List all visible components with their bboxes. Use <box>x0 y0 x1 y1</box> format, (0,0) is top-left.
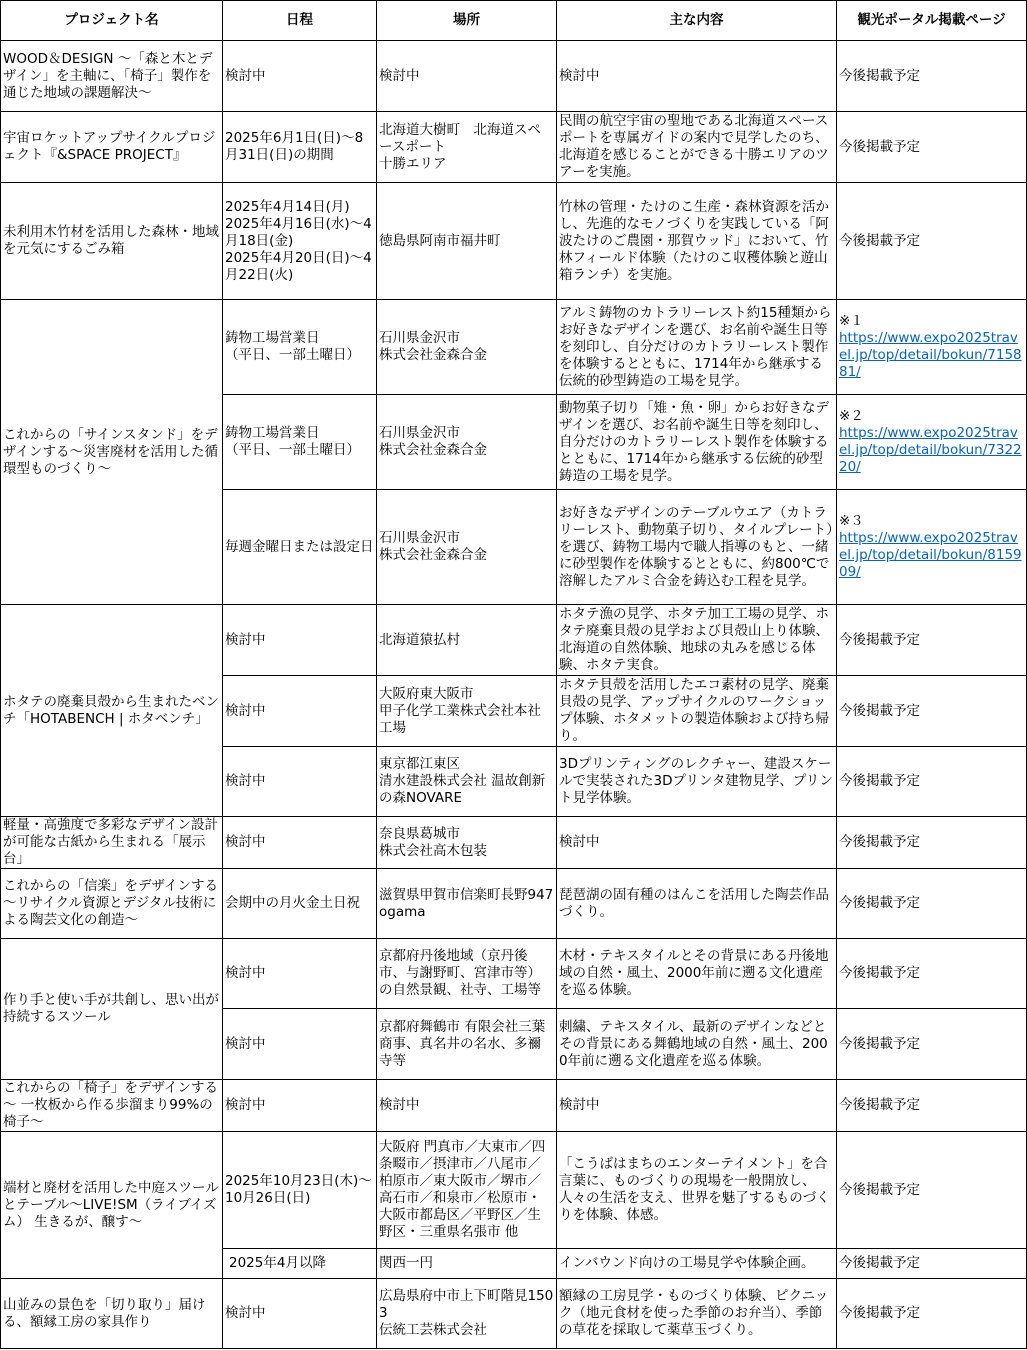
content-cell: 検討中 <box>557 41 837 112</box>
project-name-cell: WOOD＆DESIGN ～「森と木とデザイン」を主軸に、「椅子」製作を通じた地域の課題解決～ <box>1 41 223 112</box>
table-row <box>1 939 1027 1009</box>
portal-cell: 今後掲載予定 <box>837 1279 1027 1349</box>
portal-note: ※１ <box>839 313 864 329</box>
project-name-cell: 作り手と使い手が共創し、思い出が持続するスツール <box>1 939 223 1080</box>
portal-cell: 今後掲載予定 <box>837 1080 1027 1132</box>
content-cell: 民間の航空宇宙の聖地である北海道スペースポートを専属ガイドの案内で見学したのち、北海道を感じることができる十勝エリアのツアーを実施。 <box>557 112 837 183</box>
portal-cell: 今後掲載予定 <box>837 747 1027 817</box>
header-portal: 観光ポータル掲載ページ <box>837 1 1027 41</box>
location-cell: 検討中 <box>377 41 557 112</box>
portal-cell: 今後掲載予定 <box>837 183 1027 300</box>
location-cell: 広島県府中市上下町階見1503 伝統工芸株式会社 <box>377 1279 557 1349</box>
header-content: 主な内容 <box>557 1 837 41</box>
location-cell: 北海道猿払村 <box>377 605 557 676</box>
schedule-cell: 鋳物工場営業日 （平日、一部土曜日） <box>223 300 377 395</box>
portal-cell: 今後掲載予定 <box>837 676 1027 747</box>
portal-cell: 今後掲載予定 <box>837 1009 1027 1080</box>
content-cell: ホタテ貝殻を活用したエコ素材の見学、廃棄貝殻の見学、アップサイクルのワークショップ体験、ホタメットの製造体験および持ち帰り。 <box>557 676 837 747</box>
table-row <box>1 817 1027 869</box>
location-cell: 関西一円 <box>377 1249 557 1279</box>
location-cell: 大阪府 門真市／大東市／四条畷市／摂津市／八尾市／柏原市／東大阪市／堺市／高石市／和泉市／松原市・大阪市都島区／平野区／生野区・三重県名張市 他 <box>377 1132 557 1249</box>
location-cell: 石川県金沢市 株式会社金森合金 <box>377 490 557 605</box>
portal-cell: 今後掲載予定 <box>837 869 1027 939</box>
portal-cell: 今後掲載予定 <box>837 1249 1027 1279</box>
schedule-cell: 検討中 <box>223 676 377 747</box>
project-name-cell: これからの「信楽」をデザインする～リサイクル資源とデジタル技術による陶芸文化の創造～ <box>1 869 223 939</box>
table-row <box>1 1279 1027 1349</box>
schedule-cell: 2025年4月14日(月) 2025年4月16日(水)～4月18日(金) 2025年4月20日(日)～4月22日(火) <box>223 183 377 300</box>
schedule-cell: 鋳物工場営業日 （平日、一部土曜日） <box>223 395 377 490</box>
portal-cell: 今後掲載予定 <box>837 1132 1027 1249</box>
portal-cell: 今後掲載予定 <box>837 605 1027 676</box>
location-cell: 徳島県阿南市福井町 <box>377 183 557 300</box>
content-cell: インバウンド向けの工場見学や体験企画。 <box>557 1249 837 1279</box>
table-row <box>1 300 1027 395</box>
content-cell: アルミ鋳物のカトラリーレスト約15種類からお好きなデザインを選び、お名前や誕生日等を刻印し、自分だけのカトラリーレスト製作を体験するとともに、1714年から継承する伝統的砂型鋳造の工場を見学。 <box>557 300 837 395</box>
project-name-cell: 軽量・高強度で多彩なデザイン設計が可能な古紙から生まれる「展示台」 <box>1 817 223 869</box>
header-location: 場所 <box>377 1 557 41</box>
portal-cell <box>837 395 1027 490</box>
content-cell: 検討中 <box>557 817 837 869</box>
project-name-cell: これからの「サインスタンド」をデザインする～災害廃材を活用した循環型ものづくり～ <box>1 300 223 605</box>
project-name-cell: 山並みの景色を「切り取り」届ける、額縁工房の家具作り <box>1 1279 223 1349</box>
header-row <box>1 1 1027 41</box>
location-cell: 石川県金沢市 株式会社金森合金 <box>377 300 557 395</box>
content-cell: 木材・テキスタイルとその背景にある丹後地域の自然・風土、2000年前に遡る文化遺産を巡る体験。 <box>557 939 837 1009</box>
table-row <box>1 605 1027 676</box>
portal-cell: 今後掲載予定 <box>837 817 1027 869</box>
location-cell: 北海道大樹町 北海道スペースポート 十勝エリア <box>377 112 557 183</box>
table-row <box>1 1132 1027 1249</box>
schedule-cell: 検討中 <box>223 1080 377 1132</box>
location-cell: 大阪府東大阪市 甲子化学工業株式会社本社工場 <box>377 676 557 747</box>
portal-link[interactable]: https://www.expo2025travel.jp/top/detail/bokun/715881/ <box>839 330 1022 380</box>
project-name-cell: これからの「椅子」をデザインする～ 一枚板から作る歩溜まり99%の椅子～ <box>1 1080 223 1132</box>
content-cell: 竹林の管理・たけのこ生産・森林資源を活かし、先進的なモノづくりを実践している「阿波たけのご農園・那賀ウッド」において、竹林フィールド体験（たけのこ収穫体験と遊山箱ランチ）を実施。 <box>557 183 837 300</box>
portal-cell: 今後掲載予定 <box>837 41 1027 112</box>
project-name-cell: 未利用木竹材を活用した森林・地域を元気にするごみ箱 <box>1 183 223 300</box>
table-row <box>1 112 1027 183</box>
location-cell: 京都府舞鶴市 有限会社三葉商事、真名井の名水、多禰寺等 <box>377 1009 557 1080</box>
schedule-cell: 検討中 <box>223 1009 377 1080</box>
schedule-cell: 毎週金曜日または設定日 <box>223 490 377 605</box>
header-schedule: 日程 <box>223 1 377 41</box>
content-cell: お好きなデザインのテーブルウエア（カトラリーレスト、動物菓子切り、タイルプレート）を選び、鋳物工場内で職人指導のもと、一緒に砂型製作を体験するとともに、約800℃で溶解したアルミ合金を鋳込む工程を見学。 <box>557 490 837 605</box>
portal-link[interactable]: https://www.expo2025travel.jp/top/detail/bokun/815909/ <box>839 530 1022 580</box>
project-name-cell: 宇宙ロケットアップサイクルプロジェクト『&SPACE PROJECT』 <box>1 112 223 183</box>
content-cell: 額縁の工房見学・ものづくり体験、ピクニック（地元食材を使った季節のお弁当）、季節の草花を採取して薬草玉づくり。 <box>557 1279 837 1349</box>
portal-cell <box>837 300 1027 395</box>
location-cell: 東京都江東区 清水建設株式会社 温故創新の森NOVARE <box>377 747 557 817</box>
schedule-cell: 2025年4月以降 <box>223 1249 377 1279</box>
location-cell: 奈良県葛城市 株式会社高木包装 <box>377 817 557 869</box>
schedule-cell: 2025年6月1日(日)～8月31日(日)の期間 <box>223 112 377 183</box>
schedule-cell: 検討中 <box>223 1279 377 1349</box>
table-row <box>1 41 1027 112</box>
table-row <box>1 869 1027 939</box>
portal-cell: 今後掲載予定 <box>837 112 1027 183</box>
portal-note: ※３ <box>839 513 864 529</box>
schedule-cell: 検討中 <box>223 939 377 1009</box>
schedule-cell: 検討中 <box>223 41 377 112</box>
project-name-cell: ホタテの廃棄貝殻から生まれたベンチ「HOTABENCH | ホタベンチ」 <box>1 605 223 817</box>
schedule-cell: 検討中 <box>223 605 377 676</box>
location-cell: 石川県金沢市 株式会社金森合金 <box>377 395 557 490</box>
portal-cell: 今後掲載予定 <box>837 939 1027 1009</box>
location-cell: 京都府丹後地域（京丹後市、与謝野町、宮津市等）の自然景観、社寺、工場等 <box>377 939 557 1009</box>
table-row <box>1 1080 1027 1132</box>
schedule-cell: 会期中の月火金土日祝 <box>223 869 377 939</box>
schedule-cell: 検討中 <box>223 747 377 817</box>
table-row <box>1 183 1027 300</box>
content-cell: 検討中 <box>557 1080 837 1132</box>
portal-note: ※２ <box>839 408 864 424</box>
location-cell: 検討中 <box>377 1080 557 1132</box>
location-cell: 滋賀県甲賀市信楽町長野947 ogama <box>377 869 557 939</box>
content-cell: ホタテ漁の見学、ホタテ加工工場の見学、ホタテ廃棄貝殻の見学および貝殻山上り体験、北海道の自然体験、地球の丸みを感じる体験、ホタテ実食。 <box>557 605 837 676</box>
schedule-cell: 検討中 <box>223 817 377 869</box>
content-cell: 刺繍、テキスタイル、最新のデザインなどとその背景にある舞鶴地域の自然・風土、2000年前に遡る文化遺産を巡る体験。 <box>557 1009 837 1080</box>
portal-cell <box>837 490 1027 605</box>
content-cell: 3Dプリンティングのレクチャー、建設スケールで実装された3Dプリンタ建物見学、プリント見学体験。 <box>557 747 837 817</box>
content-cell: 「こうばはまちのエンターテイメント」を合言葉に、ものづくりの現場を一般開放し、人々の生活を支え、世界を魅了するものづくりを体験、体感。 <box>557 1132 837 1249</box>
portal-link[interactable]: https://www.expo2025travel.jp/top/detail/bokun/732220/ <box>839 425 1022 475</box>
content-cell: 動物菓子切り「雉・魚・卵」からお好きなデザインを選び、お名前や誕生日等を刻印し、自分だけのカトラリーレスト製作を体験するとともに、1714年から継承する伝統的砂型鋳造の工場を見学。 <box>557 395 837 490</box>
content-cell: 琵琶湖の固有種のはんこを活用した陶芸作品づくり。 <box>557 869 837 939</box>
header-project-name: プロジェクト名 <box>1 1 223 41</box>
project-name-cell: 端材と廃材を活用した中庭スツールとテーブル～LIVE!SM（ライブイズム） 生きるが、醸す～ <box>1 1132 223 1279</box>
schedule-cell: 2025年10月23日(木)～10月26日(日) <box>223 1132 377 1249</box>
